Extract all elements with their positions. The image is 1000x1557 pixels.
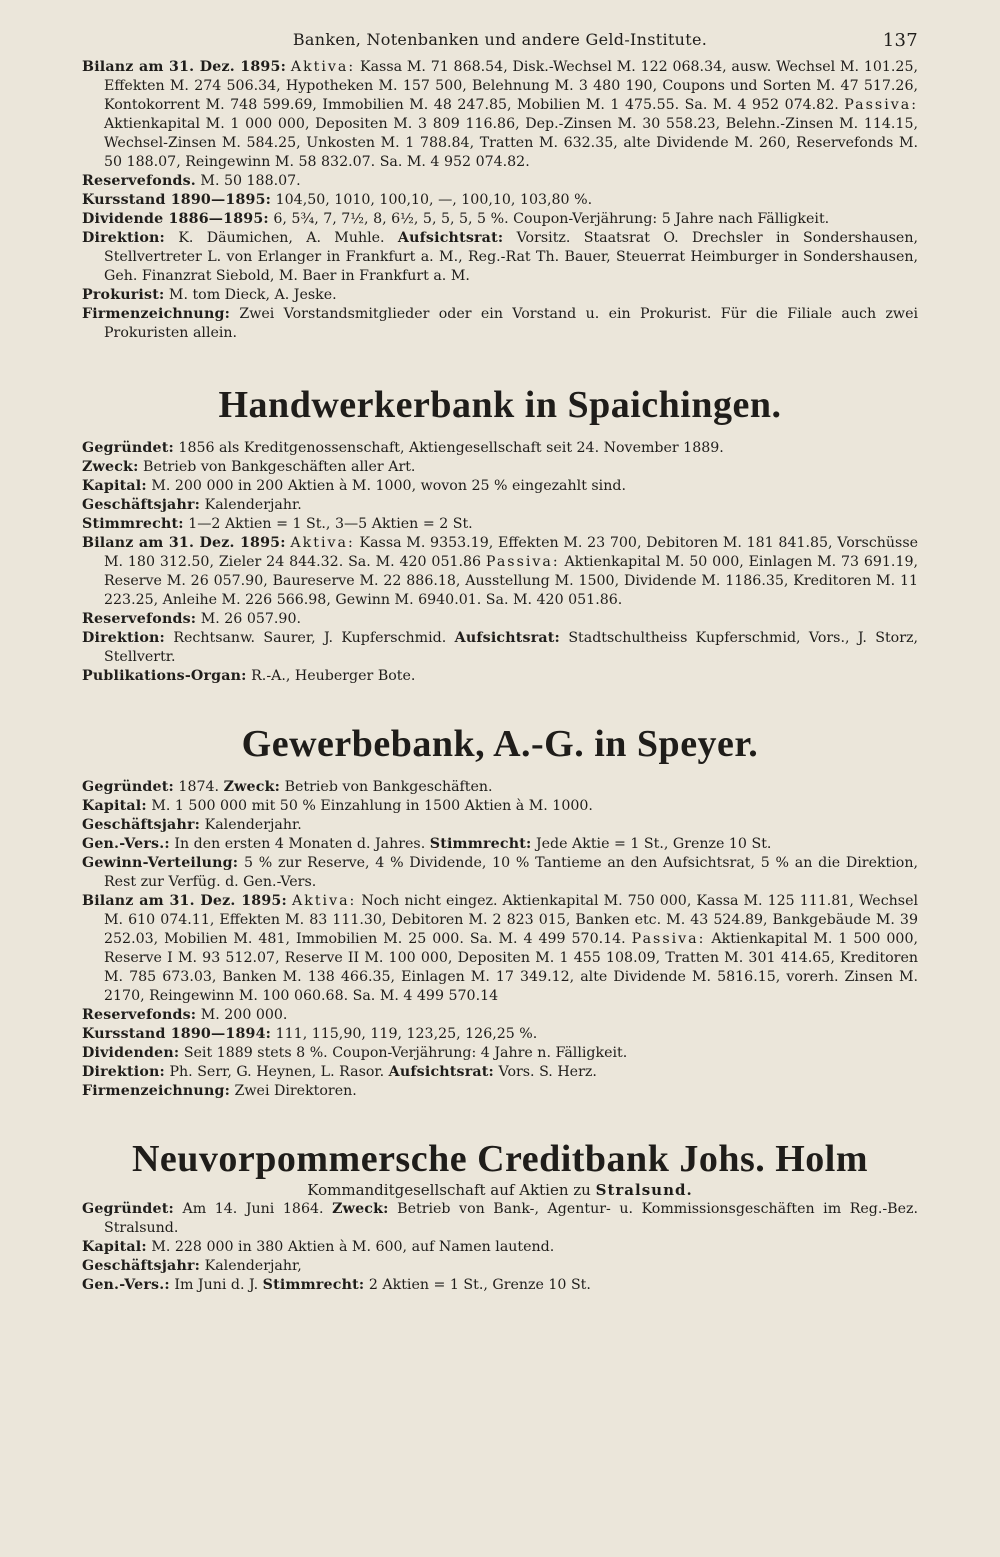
text-aufsichtsrat: Stadtschultheiss Kupferschmid, Vors., J. Storz, Stellvertr. — [104, 630, 918, 665]
label-dividenden: Dividenden: — [82, 1045, 180, 1061]
text-publikations-organ: R.-A., Heuberger Bote. — [251, 668, 416, 684]
label-direktion: Direktion: — [82, 230, 165, 246]
label-kapital: Kapital: — [82, 1239, 147, 1255]
text-stimmrecht: Jede Aktie = 1 St., Grenze 10 St. — [535, 836, 772, 852]
entry-reservefonds — [82, 172, 918, 191]
entry-kapital — [82, 1238, 918, 1257]
entry-reservefonds — [82, 610, 918, 629]
text-kursstand: 104,50, 1010, 100,10, —, 100,10, 103,80 %. — [275, 192, 593, 208]
entry-geschaeftsjahr — [82, 496, 918, 515]
entry-prokurist — [82, 286, 918, 305]
text-geschaeftsjahr: Kalenderjahr. — [204, 817, 302, 833]
label-reservefonds: Reservefonds. — [82, 173, 196, 189]
entry-gen-vers — [82, 1276, 918, 1295]
text-direktion: Rechtsanw. Saurer, J. Kupferschmid. — [173, 630, 447, 646]
text-direktion: Ph. Serr, G. Heynen, L. Rasor. — [169, 1064, 385, 1080]
text-gegruendet: 1874. — [178, 779, 220, 795]
section-handwerkerbank — [82, 383, 918, 686]
entry-direktion — [82, 1063, 918, 1082]
entry-zweck — [82, 458, 918, 477]
entry-bilanz — [82, 534, 918, 610]
entry-kapital — [82, 477, 918, 496]
label-gegruendet: Gegründet: — [82, 779, 174, 795]
text-kapital: M. 200 000 in 200 Aktien à M. 1000, wovon 25 % eingezahlt sind. — [151, 478, 626, 494]
label-bilanz: Bilanz am 31. Dez. 1895: — [82, 59, 287, 75]
text-aufsichtsrat: Vorsitz. Staatsrat O. Drechsler in Sondershausen, Stellvertreter L. von Erlanger in Frankfurt a. M., Reg.-Rat Th. Bauer, Steuerrat Heimburger in Sondershausen, Geh. Finanzrat Siebold, M. Baer in Frankfurt a. M. — [104, 230, 918, 284]
entry-firmenzeichnung — [82, 305, 918, 343]
label-geschaeftsjahr: Geschäftsjahr: — [82, 497, 201, 513]
label-passiva: Passiva: — [844, 97, 918, 113]
text-kapital: M. 228 000 in 380 Aktien à M. 600, auf Namen lautend. — [151, 1239, 555, 1255]
text-dividende: 6, 5¾, 7, 7½, 8, 6½, 5, 5, 5, 5 %. Coupon-Verjährung: 5 Jahre nach Fälligkeit. — [273, 211, 830, 227]
label-direktion: Direktion: — [82, 1064, 165, 1080]
text-zweck: Betrieb von Bankgeschäften. — [284, 779, 493, 795]
entry-gegruendet — [82, 1200, 918, 1238]
text-prokurist: M. tom Dieck, A. Jeske. — [168, 287, 337, 303]
text-direktion: K. Däumichen, A. Muhle. — [178, 230, 385, 246]
label-prokurist: Prokurist: — [82, 287, 165, 303]
entry-geschaeftsjahr — [82, 816, 918, 835]
entry-stimmrecht — [82, 515, 918, 534]
text-zweck: Betrieb von Bankgeschäften aller Art. — [143, 459, 416, 475]
bank-title-creditbank: Neuvorpommersche Creditbank Johs. Holm — [131, 1138, 869, 1180]
text-stimmrecht: 1—2 Aktien = 1 St., 3—5 Aktien = 2 St. — [188, 516, 473, 532]
text-reservefonds: M. 50 188.07. — [200, 173, 301, 189]
text-gegruendet: 1856 als Kreditgenossenschaft, Aktiengesellschaft seit 24. November 1889. — [178, 440, 724, 456]
label-kapital: Kapital: — [82, 478, 147, 494]
label-stimmrecht: Stimmrecht: — [429, 836, 532, 852]
label-kapital: Kapital: — [82, 798, 147, 814]
label-gegruendet: Gegründet: — [82, 440, 174, 456]
label-zweck: Zweck: — [332, 1201, 389, 1217]
text-geschaeftsjahr: Kalenderjahr, — [204, 1258, 302, 1274]
text-passiva: Aktienkapital M. 1 500 000, Reserve I M. 93 512.07, Reserve II M. 100 000, Depositen M. 1 455 108.09, Tratten M. 301 414.65, Kreditoren M. 785 673.03, Banken M. 138 466.35, Einlagen M. 17 349.12, alte Dividende M. 5816.15, vorerh. Zinsen M. 2170, Reingewinn M. 100 060.68. Sa. M. 4 499 570.14 — [104, 931, 919, 1004]
entry-gen-vers — [82, 835, 918, 854]
entry-dividende — [82, 210, 918, 229]
label-aktiva: Aktiva: — [290, 535, 355, 551]
subtitle-city: Stralsund. — [595, 1181, 693, 1199]
label-reservefonds: Reservefonds: — [82, 611, 197, 627]
entry-dividenden — [82, 1044, 918, 1063]
running-title: Banken, Notenbanken und andere Geld-Institute. — [292, 30, 708, 49]
entry-kursstand — [82, 191, 918, 210]
text-gen-vers: Im Juni d. J. — [174, 1277, 259, 1293]
label-aufsichtsrat: Aufsichtsrat: — [388, 1064, 494, 1080]
text-aktiva: Kassa M. 71 868.54, Disk.-Wechsel M. 122 068.34, ausw. Wechsel M. 101.25, Effekten M. 274 506.34, Hypotheken M. 157 500, Belehnung M. 3 480 190, Coupons und Sorten M. 47 517.26, Kontokorrent M. 748 599.69, Immobilien M. 48 247.85, Mobilien M. 1 475.55. Sa. M. 4 952 074.82. — [104, 59, 918, 113]
text-gen-vers: In den ersten 4 Monaten d. Jahres. — [174, 836, 426, 852]
subtitle-text: Kommanditgesellschaft auf Aktien zu — [307, 1181, 591, 1199]
label-dividende: Dividende 1886—1895: — [82, 211, 269, 227]
label-bilanz: Bilanz am 31. Dez. 1895: — [82, 535, 286, 551]
text-firmenzeichnung: Zwei Vorstandsmitglieder oder ein Vorstand u. ein Prokurist. Für die Filiale auch zwei Prokuristen allein. — [104, 306, 918, 341]
text-gegruendet: Am 14. Juni 1864. — [182, 1201, 324, 1217]
label-gewinn-verteilung: Gewinn-Verteilung: — [82, 855, 239, 871]
text-aktiva: Noch nicht eingez. Aktienkapital M. 750 000, Kassa M. 125 111.81, Wechsel M. 610 074.11, Effekten M. 83 111.30, Debitoren M. 2 823 015, Banken etc. M. 43 524.89, Bankgebäude M. 39 252.03, Mobilien M. 481, Immobilien M. 25 000. Sa. M. 4 499 570.14. — [104, 893, 919, 947]
label-aktiva: Aktiva: — [290, 59, 356, 75]
entry-direktion — [82, 629, 918, 667]
label-stimmrecht: Stimmrecht: — [262, 1277, 365, 1293]
text-kursstand: 111, 115,90, 119, 123,25, 126,25 %. — [275, 1026, 538, 1042]
running-head — [82, 30, 918, 58]
section-creditbank — [82, 1137, 918, 1295]
entry-publikations-organ — [82, 667, 918, 686]
text-gewinn-verteilung: 5 % zur Reserve, 4 % Dividende, 10 % Tantieme an den Aufsichtsrat, 5 % an die Direktion, Rest zur Verfüg. d. Gen.-Vers. — [104, 855, 918, 890]
bank-title-handwerkerbank: Handwerkerbank in Spaichingen. — [218, 384, 782, 426]
section-previous-bank — [82, 58, 918, 343]
text-geschaeftsjahr: Kalenderjahr. — [204, 497, 302, 513]
label-passiva: Passiva: — [485, 554, 560, 570]
label-geschaeftsjahr: Geschäftsjahr: — [82, 1258, 201, 1274]
text-passiva: Aktienkapital M. 1 000 000, Depositen M. 3 809 116.86, Dep.-Zinsen M. 30 558.23, Belehn.-Zinsen M. 114.15, Wechsel-Zinsen M. 584.25, Unkosten M. 1 788.84, Tratten M. 632.35, alte Dividende M. 260, Reservefonds M. 50 188.07, Reingewinn M. 58 832.07. Sa. M. 4 952 074.82. — [104, 116, 918, 170]
entry-firmenzeichnung — [82, 1082, 918, 1101]
label-gen-vers: Gen.-Vers.: — [82, 1277, 170, 1293]
entry-kursstand — [82, 1025, 918, 1044]
section-gewerbebank — [82, 722, 918, 1101]
label-geschaeftsjahr: Geschäftsjahr: — [82, 817, 201, 833]
text-zweck: Betrieb von Bank-, Agentur- u. Kommissionsgeschäften im Reg.-Bez. Stralsund. — [104, 1201, 918, 1236]
label-reservefonds: Reservefonds: — [82, 1007, 197, 1023]
label-stimmrecht: Stimmrecht: — [82, 516, 184, 532]
entry-gegruendet — [82, 778, 918, 797]
entry-direktion — [82, 229, 918, 286]
entry-gegruendet — [82, 439, 918, 458]
entry-gewinn-verteilung — [82, 854, 918, 892]
label-aufsichtsrat: Aufsichtsrat: — [454, 630, 560, 646]
entry-reservefonds — [82, 1006, 918, 1025]
label-bilanz: Bilanz am 31. Dez. 1895: — [82, 893, 287, 909]
bank-subtitle — [82, 1181, 918, 1200]
label-gegruendet: Gegründet: — [82, 1201, 174, 1217]
bank-title-gewerbebank: Gewerbebank, A.-G. in Speyer. — [241, 723, 759, 765]
text-aufsichtsrat: Vors. S. Herz. — [498, 1064, 597, 1080]
label-aktiva: Aktiva: — [292, 893, 357, 909]
label-kursstand: Kursstand 1890—1894: — [82, 1026, 272, 1042]
text-passiva: Aktienkapital M. 50 000, Einlagen M. 73 691.19, Reserve M. 26 057.90, Baureserve M. 22 886.18, Ausstellung M. 1500, Dividende M. 1186.35, Kreditoren M. 11 223.25, Anleihe M. 226 566.98, Gewinn M. 6940.01. Sa. M. 420 051.86. — [104, 554, 919, 608]
label-aufsichtsrat: Aufsichtsrat: — [397, 230, 504, 246]
label-publikations-organ: Publikations-Organ: — [82, 668, 247, 684]
entry-bilanz — [82, 892, 918, 1006]
entry-bilanz — [82, 58, 918, 172]
text-reservefonds: M. 200 000. — [200, 1007, 288, 1023]
text-firmenzeichnung: Zwei Direktoren. — [234, 1083, 357, 1099]
label-zweck: Zweck: — [82, 459, 139, 475]
text-dividenden: Seit 1889 stets 8 %. Coupon-Verjährung: 4 Jahre n. Fälligkeit. — [183, 1045, 628, 1061]
page-number: 137 — [882, 30, 918, 51]
label-gen-vers: Gen.-Vers.: — [82, 836, 170, 852]
entry-geschaeftsjahr — [82, 1257, 918, 1276]
label-direktion: Direktion: — [82, 630, 165, 646]
text-reservefonds: M. 26 057.90. — [200, 611, 301, 627]
text-aktiva: Kassa M. 9353.19, Effekten M. 23 700, Debitoren M. 181 841.85, Vorschüsse M. 180 312.50, Zieler 24 844.32. Sa. M. 420 051.86 — [104, 535, 919, 570]
text-kapital: M. 1 500 000 mit 50 % Einzahlung in 1500 Aktien à M. 1000. — [151, 798, 593, 814]
entry-kapital — [82, 797, 918, 816]
label-zweck: Zweck: — [223, 779, 281, 795]
label-firmenzeichnung: Firmenzeichnung: — [82, 306, 231, 322]
label-firmenzeichnung: Firmenzeichnung: — [82, 1083, 231, 1099]
label-kursstand: Kursstand 1890—1895: — [82, 192, 272, 208]
text-stimmrecht: 2 Aktien = 1 St., Grenze 10 St. — [368, 1277, 591, 1293]
label-passiva: Passiva: — [631, 931, 706, 947]
